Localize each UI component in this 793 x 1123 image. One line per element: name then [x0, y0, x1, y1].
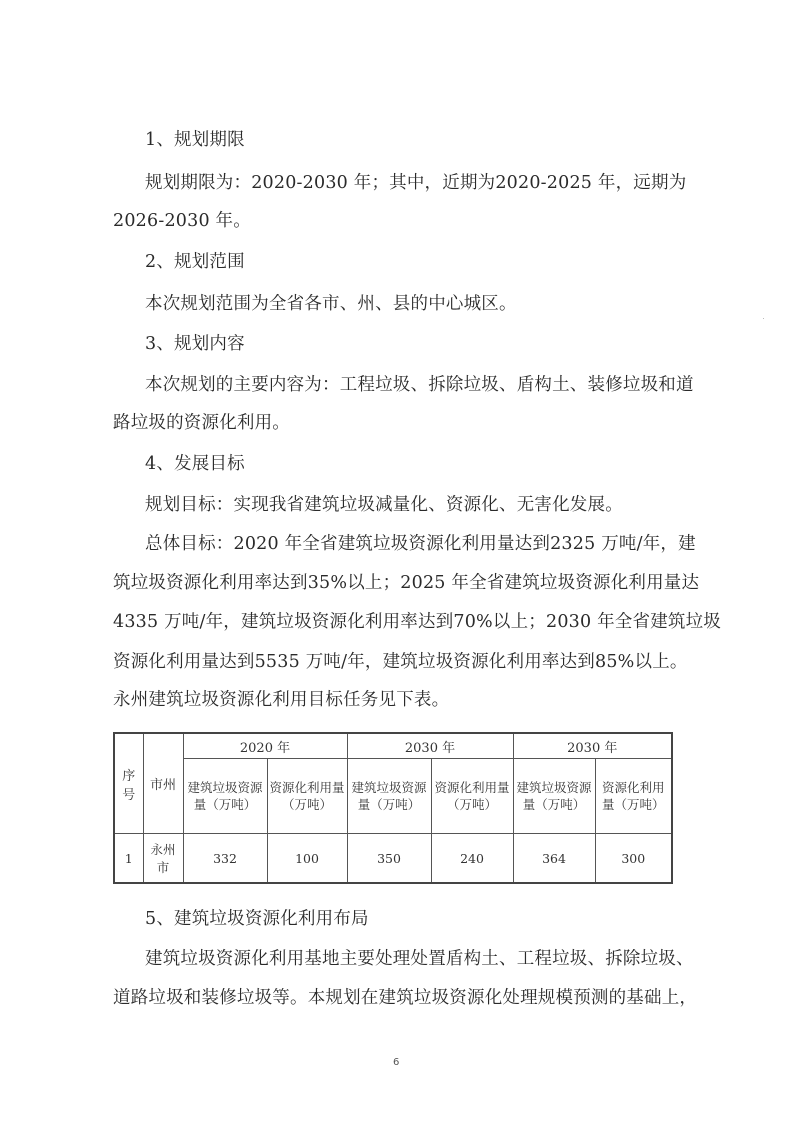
paragraph-line: 2026-2030 年。 — [113, 211, 251, 231]
paragraph-line: 永州建筑垃圾资源化利用目标任务见下表。 — [113, 690, 450, 710]
header-resource-amount: 建筑垃圾资源量（万吨） — [347, 759, 431, 834]
paragraph-line: 本次规划的主要内容为：工程垃圾、拆除垃圾、盾构土、装修垃圾和道 — [145, 375, 694, 395]
paragraph-line: 路垃圾的资源化利用。 — [113, 413, 290, 433]
header-utilization-amount: 资源化利用量（万吨） — [267, 759, 347, 834]
header-resource-amount: 建筑垃圾资源量（万吨） — [183, 759, 267, 834]
header-seq: 序号 — [114, 733, 143, 834]
cell-value: 332 — [183, 834, 267, 884]
table-row — [114, 834, 672, 884]
header-year-group: 2030 年 — [347, 733, 513, 759]
cell-seq: 1 — [114, 834, 143, 884]
section-heading-5: 5、建筑垃圾资源化利用布局 — [145, 909, 369, 929]
section-heading-2: 2、规划范围 — [145, 252, 245, 272]
header-utilization-amount: 资源化利用量（万吨） — [595, 759, 672, 834]
header-city: 市州 — [143, 733, 183, 834]
section-heading-1: 1、规划期限 — [145, 130, 245, 150]
target-table — [113, 732, 673, 884]
section-heading-3: 3、规划内容 — [145, 334, 245, 354]
cell-value: 350 — [347, 834, 431, 884]
paragraph-line: 建筑垃圾资源化利用基地主要处理处置盾构土、工程垃圾、拆除垃圾、 — [145, 949, 694, 969]
header-resource-amount: 建筑垃圾资源量（万吨） — [513, 759, 595, 834]
section-heading-4: 4、发展目标 — [145, 454, 245, 474]
paragraph-line: 道路垃圾和装修垃圾等。本规划在建筑垃圾资源化处理规模预测的基础上， — [113, 988, 698, 1008]
cell-value: 240 — [431, 834, 513, 884]
paragraph-line: 本次规划范围为全省各市、州、县的中心城区。 — [145, 294, 517, 314]
cell-value: 364 — [513, 834, 595, 884]
header-year-group: 2020 年 — [183, 733, 347, 759]
page-number: 6 — [393, 1057, 400, 1068]
paragraph-line: 总体目标：2020 年全省建筑垃圾资源化利用量达到2325 万吨/年，建 — [145, 534, 696, 554]
scan-artifact — [763, 318, 764, 319]
cell-value: 100 — [267, 834, 347, 884]
cell-city: 永州市 — [143, 834, 183, 884]
paragraph-line: 4335 万吨/年，建筑垃圾资源化利用率达到70%以上；2030 年全省建筑垃圾 — [113, 612, 721, 632]
paragraph-line: 规划期限为：2020-2030 年；其中，近期为2020-2025 年，远期为 — [145, 173, 687, 193]
paragraph-line: 筑垃圾资源化利用率达到35%以上；2025 年全省建筑垃圾资源化利用量达 — [113, 573, 700, 593]
paragraph-line: 资源化利用量达到5535 万吨/年，建筑垃圾资源化利用率达到85%以上。 — [113, 652, 688, 672]
header-year-group: 2030 年 — [513, 733, 672, 759]
header-utilization-amount: 资源化利用量（万吨） — [431, 759, 513, 834]
cell-value: 300 — [595, 834, 672, 884]
paragraph-line: 规划目标：实现我省建筑垃圾减量化、资源化、无害化发展。 — [145, 495, 623, 515]
